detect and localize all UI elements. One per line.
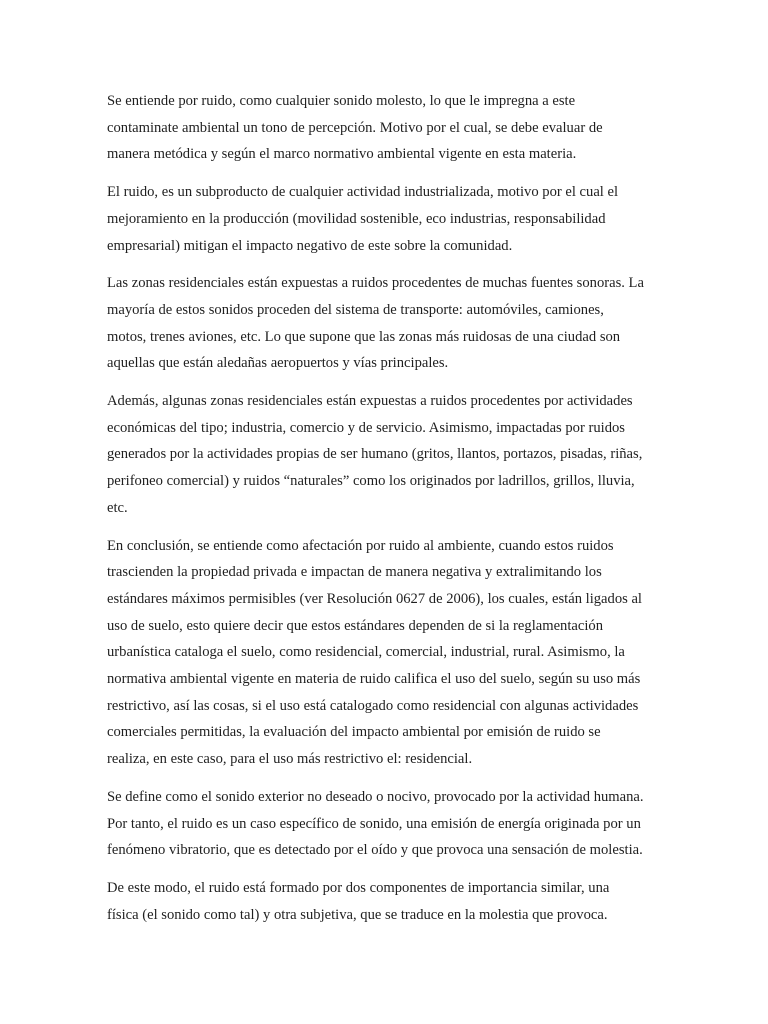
text-line: fenómeno vibratorio, que es detectado por el oído y que provoca una sensación de molestia.: [107, 842, 643, 859]
text-line: motos, trenes aviones, etc. Lo que supone que las zonas más ruidosas de una ciudad son: [107, 328, 621, 345]
text-line: trascienden la propiedad privada e impactan de manera negativa y extralimitando los: [107, 564, 602, 581]
text-line: urbanística cataloga el suelo, como residencial, comercial, industrial, rural. Asimismo, la: [107, 644, 625, 661]
text-line: mejoramiento en la producción (movilidad sostenible, eco industrias, responsabilidad: [107, 210, 606, 227]
text-line: generados por la actividades propias de ser humano (gritos, llantos, portazos, pisadas, riñas,: [107, 446, 643, 463]
text-line: uso de suelo, esto quiere decir que estos estándares dependen de si la reglamentación: [107, 617, 604, 634]
text-line: El ruido, es un subproducto de cualquier actividad industrializada, motivo por el cual el: [107, 184, 619, 201]
paragraph-5: [107, 533, 663, 773]
text-line: mayoría de estos sonidos proceden del sistema de transporte: automóviles, camiones,: [107, 301, 604, 318]
text-line: económicas del tipo; industria, comercio y de servicio. Asimismo, impactadas por ruidos: [107, 419, 625, 436]
text-line: Además, algunas zonas residenciales están expuestas a ruidos procedentes por actividades: [107, 393, 633, 410]
text-line: perifoneo comercial) y ruidos “naturales” como los originados por ladrillos, grillos, lluvia,: [107, 473, 635, 490]
text-line: comerciales permitidas, la evaluación del impacto ambiental por emisión de ruido se: [107, 724, 601, 741]
paragraph-6: [107, 784, 663, 864]
text-line: contaminate ambiental un tono de percepción. Motivo por el cual, se debe evaluar de: [107, 119, 603, 136]
text-line: física (el sonido como tal) y otra subjetiva, que se traduce en la molestia que provoca.: [107, 906, 608, 923]
text-line: Se define como el sonido exterior no deseado o nocivo, provocado por la actividad humana.: [107, 788, 644, 805]
text-line: normativa ambiental vigente en materia de ruido califica el uso del suelo, según su uso más: [107, 671, 641, 688]
text-line: De este modo, el ruido está formado por dos componentes de importancia similar, una: [107, 879, 610, 896]
paragraph-1: [107, 88, 663, 168]
text-line: Por tanto, el ruido es un caso específico de sonido, una emisión de energía originada por un: [107, 815, 641, 832]
text-line: En conclusión, se entiende como afectación por ruido al ambiente, cuando estos ruidos: [107, 537, 614, 554]
text-line: aquellas que están aledañas aeropuertos y vías principales.: [107, 355, 449, 372]
text-line: Las zonas residenciales están expuestas a ruidos procedentes de muchas fuentes sonoras. La: [107, 275, 644, 292]
text-line: estándares máximos permisibles (ver Resolución 0627 de 2006), los cuales, están ligados al: [107, 590, 642, 607]
text-line: Se entiende por ruido, como cualquier sonido molesto, lo que le impregna a este: [107, 93, 576, 109]
text-line: restrictivo, así las cosas, si el uso está catalogado como residencial con algunas actividades: [107, 697, 639, 714]
document-body: [107, 88, 663, 939]
paragraph-3: [107, 270, 663, 377]
text-line: etc.: [107, 499, 128, 516]
paragraph-7: [107, 875, 663, 928]
text-line: manera metódica y según el marco normativo ambiental vigente en esta materia.: [107, 146, 577, 163]
paragraph-2: [107, 179, 663, 259]
paragraph-4: [107, 388, 663, 522]
text-line: realiza, en este caso, para el uso más restrictivo el: residencial.: [107, 751, 473, 768]
text-line: empresarial) mitigan el impacto negativo de este sobre la comunidad.: [107, 237, 513, 254]
